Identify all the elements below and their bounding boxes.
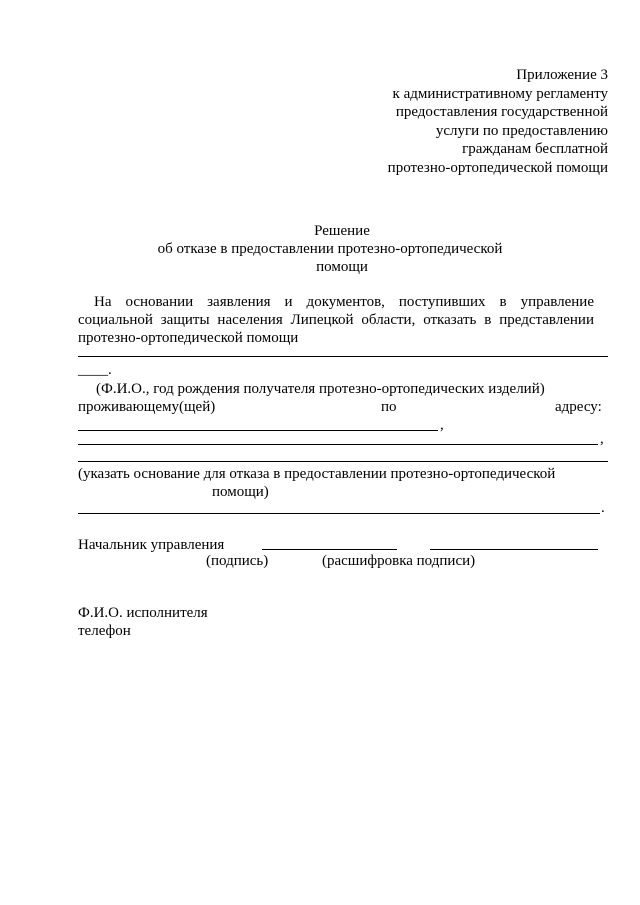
address-blank-line [78, 430, 438, 431]
reason-hint: помощи) [212, 484, 269, 500]
reason-blank-line [78, 461, 608, 462]
appendix-line: гражданам бесплатной [462, 141, 608, 157]
head-label: Начальник управления [78, 537, 225, 553]
paragraph-line: социальной защиты населения Липецкой области, отказать в представлении [78, 312, 594, 328]
address-comma: , [440, 417, 444, 433]
document-subtitle-line1: об отказе в предоставлении протезно-ортопедической [157, 241, 503, 257]
signature-line [262, 549, 397, 550]
document-title: Решение [314, 223, 370, 239]
reason-period: . [601, 500, 605, 516]
appendix-header [288, 66, 608, 177]
reason-blank-line [78, 513, 600, 514]
appendix-line: к административному регламенту [392, 85, 608, 102]
appendix-line: услуги по предоставлению [435, 122, 608, 139]
address-comma: , [600, 431, 604, 447]
phone-label: телефон [78, 623, 131, 639]
executor-label: Ф.И.О. исполнителя [78, 605, 208, 621]
name-decode-line [430, 549, 598, 550]
decode-hint: (расшифровка подписи) [322, 553, 476, 569]
paragraph-line: протезно-ортопедической помощи [78, 330, 299, 346]
fio-hint: (Ф.И.О., год рождения получателя протезно-ортопедических изделий) [96, 381, 545, 397]
address-blank-line [78, 444, 598, 445]
appendix-line: протезно-ортопедической помощи [387, 159, 608, 176]
appendix-line: Приложение 3 [516, 67, 608, 83]
document-subtitle-line2: помощи [316, 259, 368, 275]
name-blank-tail: ____. [78, 362, 112, 378]
reason-hint: (указать основание для отказа в предоставлении протезно-ортопедической [78, 466, 556, 482]
appendix-line: предоставления государственной [395, 104, 608, 120]
address-word: проживающему(щей) [78, 399, 216, 415]
name-blank-line [78, 356, 608, 357]
paragraph-line: На основании заявления и документов, поступивших в управление [94, 294, 594, 310]
decision-paragraph [78, 293, 608, 329]
address-word: по [381, 399, 397, 415]
address-word: адресу: [555, 399, 602, 415]
signature-hint: (подпись) [206, 553, 269, 569]
